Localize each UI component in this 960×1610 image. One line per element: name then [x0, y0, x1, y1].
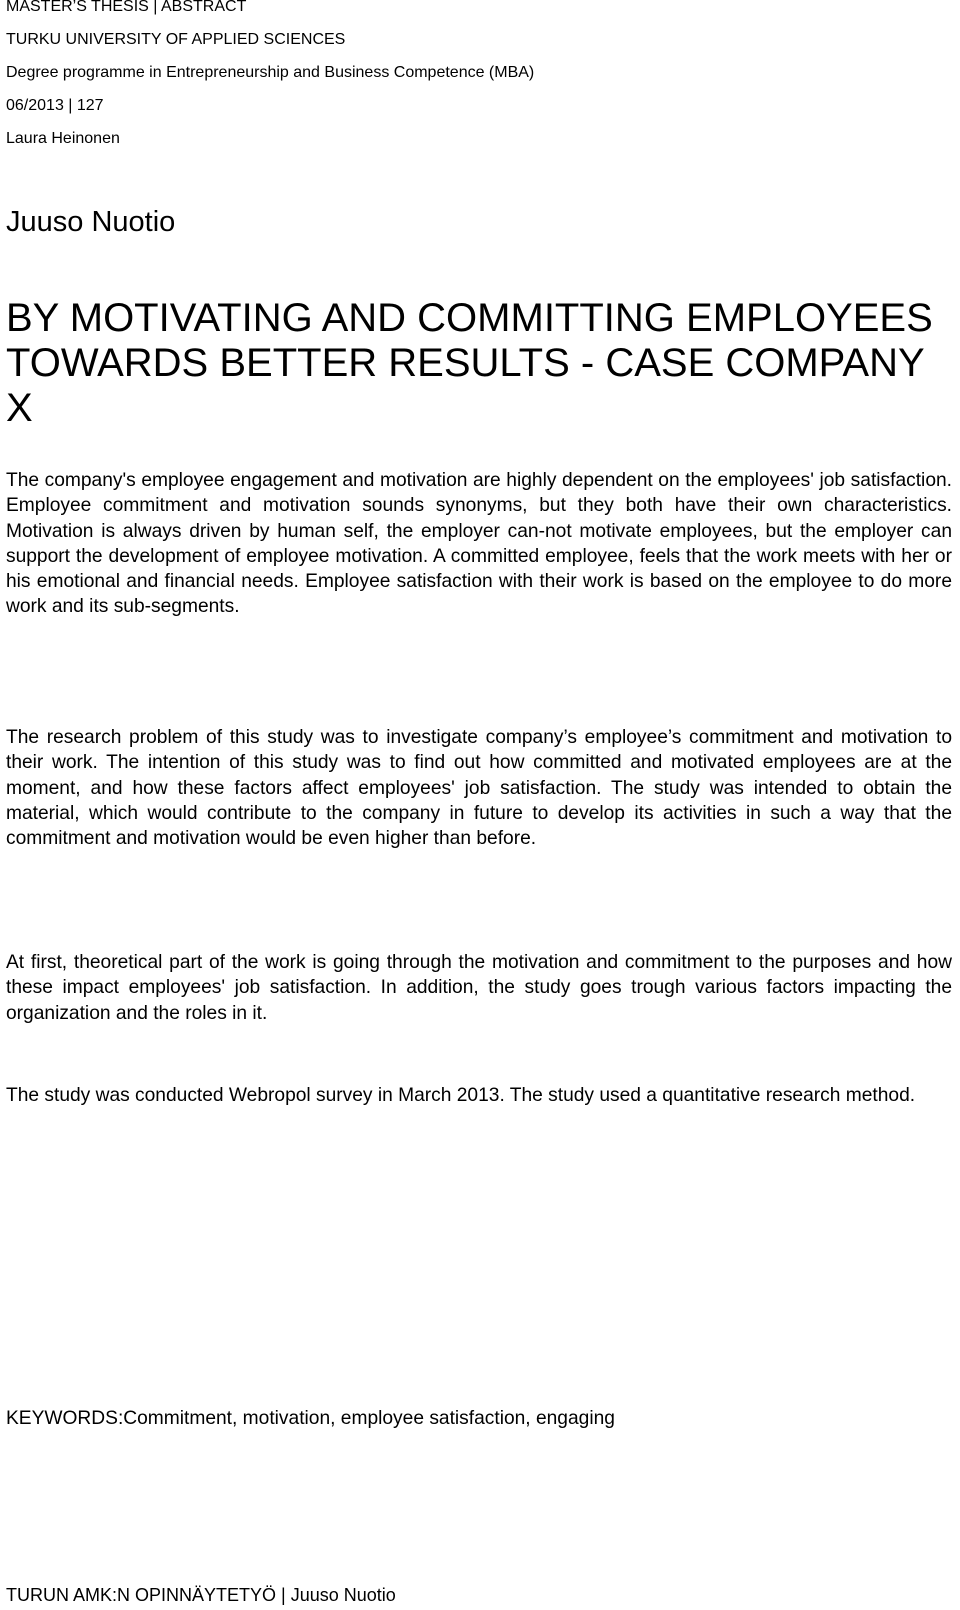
- supervisor-name: Laura Heinonen: [6, 130, 120, 147]
- degree-programme: Degree programme in Entrepreneurship and Business Competence (MBA): [6, 64, 535, 81]
- abstract-paragraph-4: The study was conducted Webropol survey in March 2013. The study used a quantitative research method.: [6, 1085, 916, 1106]
- abstract-page: [6, 0, 952, 1610]
- page-footer: TURUN AMK:N OPINNÄYTETYÖ | Juuso Nuotio: [6, 1585, 396, 1605]
- abstract-paragraph-3: At first, theoretical part of the work is going through the motivation and commitment to the purposes and how these impact employees' job satisfaction. In addition, the study goes trough various factors impacting the organization and the roles in it.: [6, 952, 952, 1024]
- author-name: Juuso Nuotio: [6, 206, 176, 238]
- keywords-line: KEYWORDS:Commitment, motivation, employee satisfaction, engaging: [6, 1408, 615, 1429]
- thesis-title: BY MOTIVATING AND COMMITTING EMPLOYEES TOWARDS BETTER RESULTS - CASE COMPANY X: [6, 296, 933, 430]
- abstract-paragraph-2: The research problem of this study was to investigate company’s employee’s commitment and motivation to their work. The intention of this study was to find out how committed and motivated employees are at the moment, and how these factors affect employees' job satisfaction. The study was intended to obtain the material, which would contribute to the company in future to develop its activities in such a way that the commitment and motivation would be even higher than before.: [6, 727, 952, 850]
- university-name: TURKU UNIVERSITY OF APPLIED SCIENCES: [6, 31, 346, 48]
- abstract-paragraph-1: The company's employee engagement and motivation are highly dependent on the employees' job satisfaction. Employee commitment and motivation sounds synonyms, but they both have their own characteristics. Motivation is always driven by human self, the employer can-not motivate employees, but the employer can support the development of employee motivation. A committed employee, feels that the work meets with her or his emotional and financial needs. Employee satisfaction with their work is based on the employee to do more work and its sub-segments.: [6, 470, 952, 618]
- date-and-pages: 06/2013 | 127: [6, 97, 104, 114]
- thesis-type: MASTER’S THESIS | ABSTRACT: [6, 0, 247, 15]
